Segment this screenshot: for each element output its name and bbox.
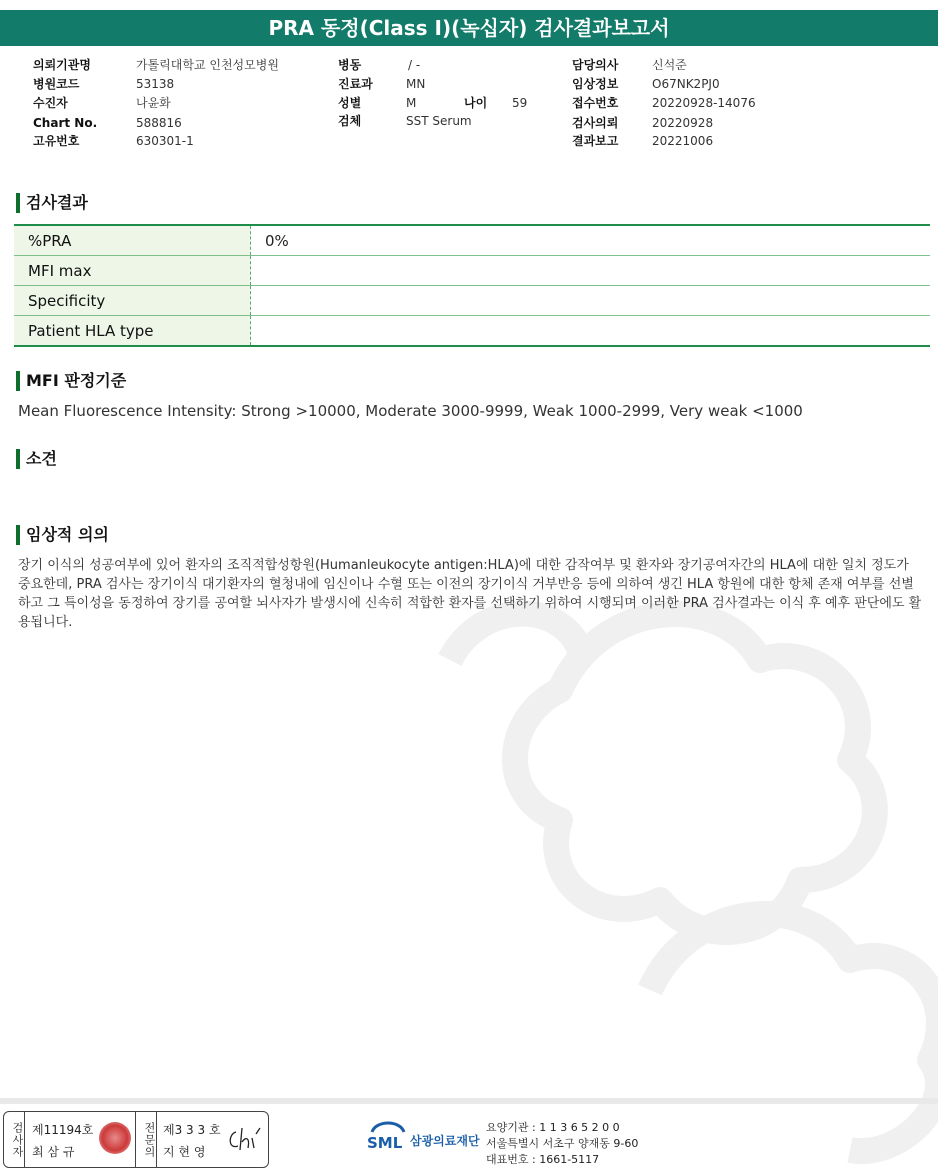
- approver-license: 제3 3 3 호: [163, 1123, 221, 1137]
- ward: / -: [408, 58, 421, 72]
- signature: [226, 1124, 262, 1154]
- requesting-institution: 가톨릭대학교 인천성모병원: [136, 58, 279, 72]
- pra-value: 0%: [251, 225, 931, 256]
- patient-name: 나윤화: [136, 96, 171, 110]
- department: MN: [406, 77, 426, 91]
- org-address: 서울특별시 서초구 양재동 9-60: [486, 1137, 639, 1150]
- sml-logo-text: SML: [367, 1134, 403, 1152]
- sml-logo-icon: [366, 1118, 410, 1158]
- field-label: 병동: [338, 58, 362, 72]
- field-label: 수진자: [33, 96, 68, 110]
- sex: M: [406, 96, 417, 110]
- field-label: 성별: [338, 96, 362, 110]
- row-label: %PRA: [14, 225, 251, 256]
- unique-id: 630301-1: [136, 134, 194, 148]
- field-label: 나이: [464, 96, 488, 110]
- table-row: [14, 316, 930, 347]
- clinical-heading: 임상적 의의: [16, 524, 109, 546]
- row-label: MFI max: [14, 256, 251, 286]
- org-name: 삼광의료재단: [410, 1134, 480, 1148]
- field-label: 임상정보: [572, 77, 619, 91]
- opinion-heading: 소견: [16, 448, 57, 470]
- mfi-max-value: [251, 256, 931, 286]
- field-label: 접수번호: [572, 96, 619, 110]
- signature-box: [3, 1111, 269, 1168]
- table-row: [14, 225, 930, 256]
- hla-type-value: [251, 316, 931, 347]
- field-label: Chart No.: [33, 116, 98, 130]
- tester-name: 최 삼 규: [32, 1145, 75, 1159]
- row-label: Specificity: [14, 286, 251, 316]
- attending-doctor: 신석준: [652, 58, 687, 72]
- field-label: 의뢰기관명: [33, 58, 91, 72]
- chart-number: 588816: [136, 116, 182, 130]
- accession-number: 20220928-14076: [652, 96, 756, 110]
- table-row: [14, 256, 930, 286]
- request-date: 20220928: [652, 116, 714, 130]
- field-label: 결과보고: [572, 134, 619, 148]
- clinical-text: 장기 이식의 성공여부에 있어 환자의 조직적합성항원(Humanleukocyte antigen:HLA)에 대한 감작여부 및 환자와 장기공여자간의 HLA에 대한 일치 정도가 중요한데, PRA 검사는 장기이식 대기환자의 혈청내에 임신이나 수혈 또는 이전의 장기이식 거부반응 등에 의하여 생긴 HLA 항원에 대한 항체 존재 여부를 선별하고 그 특이성을 동정하여 장기를 공여할 뇌사자가 발생시에 신속히 적합한 환자를 선택하기 위하여 시행되며 이러한 PRA 검사결과는 이식 후 예후 판단에도 활용됩니다.: [18, 558, 922, 630]
- tester-license: 제11194호: [32, 1123, 94, 1137]
- org-phone: 대표번호 : 1661-5117: [486, 1153, 600, 1166]
- report-date: 20221006: [652, 134, 714, 148]
- seal-stamp: [99, 1122, 131, 1154]
- specificity-value: [251, 286, 931, 316]
- institution-code: 요양기관 : 1 1 3 6 5 2 0 0: [486, 1121, 620, 1134]
- field-label: 검체: [338, 114, 362, 128]
- approver-label: 전문의: [135, 1112, 157, 1167]
- tester-label: 검사자: [4, 1112, 25, 1167]
- footer-divider: [0, 1098, 938, 1104]
- field-label: 진료과: [338, 77, 373, 91]
- age: 59: [512, 96, 528, 110]
- mfi-criteria-text: Mean Fluorescence Intensity: Strong >10000, Moderate 3000-9999, Weak 1000-2999, Very weak <1000: [18, 402, 803, 420]
- results-table: [14, 224, 930, 347]
- specimen: SST Serum: [406, 114, 472, 128]
- field-label: 담당의사: [572, 58, 619, 72]
- mfi-heading: MFI 판정기준: [16, 370, 126, 392]
- table-row: [14, 286, 930, 316]
- results-heading: 검사결과: [16, 192, 88, 214]
- approver-name: 지 현 영: [163, 1145, 206, 1159]
- row-label: Patient HLA type: [14, 316, 251, 347]
- hospital-code: 53138: [136, 77, 175, 91]
- clinical-info: O67NK2PJ0: [652, 77, 720, 91]
- field-label: 검사의뢰: [572, 116, 619, 130]
- org-info: [486, 1120, 638, 1168]
- report-title: PRA 동정(Class I)(녹십자) 검사결과보고서: [0, 10, 938, 46]
- field-label: 병원코드: [33, 77, 80, 91]
- field-label: 고유번호: [33, 134, 80, 148]
